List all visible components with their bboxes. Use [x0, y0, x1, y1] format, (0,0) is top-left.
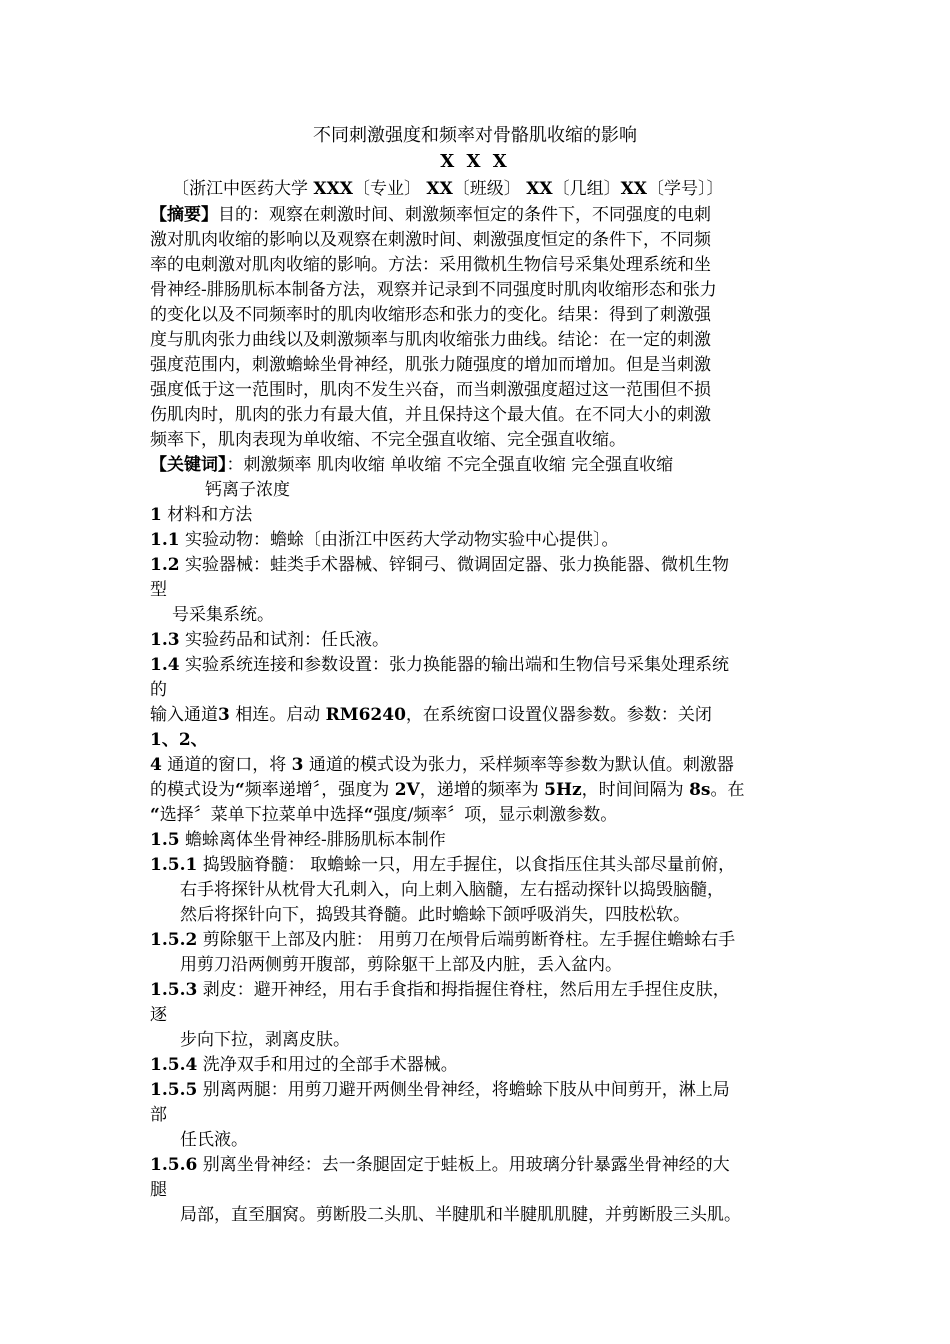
section-1-2-cont: 型 — [150, 580, 167, 600]
abstract-line: 率的电刺激对肌肉收缩的影响。方法：采用微机生物信号采集处理系统和坐 — [150, 255, 711, 275]
abstract-line: 度与肌肉张力曲线以及刺激频率与肌肉收缩张力曲线。结论：在一定的刺激 — [150, 330, 711, 350]
section-1-4-cont: 1、2、 — [150, 730, 208, 750]
author-name: X X X — [440, 151, 510, 172]
section-1-5-6-cont: 腿 — [150, 1180, 167, 1200]
section-1-5: 1.5 蟾蜍离体坐骨神经-腓肠肌标本制作 — [150, 830, 446, 850]
keywords-label: 【关键词】 — [150, 455, 227, 475]
section-1-5-6-cont: 局部，直至腘窝。剪断股二头肌、半腱肌和半腱肌肌腱，并剪断股三头肌。 — [180, 1205, 741, 1225]
section-1-4-cont: 4 通道的窗口，将 3 通道的模式设为张力，采样频率等参数为默认值。刺激器 — [150, 755, 734, 775]
section-1-5-1-cont: 然后将探针向下，捣毁其脊髓。此时蟾蜍下颌呼吸消失，四肢松软。 — [180, 905, 690, 925]
page-title: 不同刺激强度和频率对骨骼肌收缩的影响 — [313, 125, 637, 146]
section-1-5-3-cont: 步向下拉，剥离皮肤。 — [180, 1030, 350, 1050]
section-1-5-1: 1.5.1 捣毁脑脊髓： 取蟾蜍一只，用左手握住，以食指压住其头部尽量前俯， — [150, 855, 736, 875]
section-1-4: 1.4 实验系统连接和参数设置：张力换能器的输出端和生物信号采集处理系统 — [150, 655, 729, 675]
section-1-2-cont: 号采集系统。 — [172, 605, 274, 625]
section-1-4-cont: 的 — [150, 680, 167, 700]
section-1-4-cont: 的模式设为“频率递增〞，强度为 2V，递增的频率为 5Hz，时间间隔为 8s。在 — [150, 780, 745, 800]
keywords-line: 【关键词】：刺激频率 肌肉收缩 单收缩 不完全强直收缩 完全强直收缩 — [150, 455, 674, 475]
section-1-5-2-cont: 用剪刀沿两侧剪开腹部，剪除躯干上部及内脏，丢入盆内。 — [180, 955, 622, 975]
section-1-5-6: 1.5.6 别离坐骨神经：去一条腿固定于蛙板上。用玻璃分针暴露坐骨神经的大 — [150, 1155, 730, 1175]
keywords-line: 钙离子浓度 — [205, 480, 290, 500]
abstract-label: 【摘要】 — [150, 205, 218, 225]
section-1-5-3: 1.5.3 剥皮：避开神经，用右手食指和拇指握住脊柱，然后用左手捏住皮肤， — [150, 980, 730, 1000]
section-heading: 1 材料和方法 — [150, 505, 253, 525]
section-1-5-3-cont: 逐 — [150, 1005, 167, 1025]
abstract-line: 强度范围内，刺激蟾蜍坐骨神经，肌张力随强度的增加而增加。但是当刺激 — [150, 355, 711, 375]
section-1-5-1-cont: 右手将探针从枕骨大孔刺入，向上刺入脑髓，左右摇动探针以捣毁脑髓， — [180, 880, 724, 900]
section-1-3: 1.3 实验药品和试剂：任氏液。 — [150, 630, 389, 650]
abstract-line: 骨神经-腓肠肌标本制备方法，观察并记录到不同强度时肌肉收缩形态和张力 — [150, 280, 717, 300]
abstract-line: 激对肌肉收缩的影响以及观察在刺激时间、刺激强度恒定的条件下，不同频 — [150, 230, 711, 250]
abstract-line: 伤肌肉时，肌肉的张力有最大值，并且保持这个最大值。在不同大小的刺激 — [150, 405, 711, 425]
section-1-2: 1.2 实验器械：蛙类手术器械、锌铜弓、微调固定器、张力换能器、微机生物 — [150, 555, 729, 575]
section-1-4-cont: “选择〞菜单下拉菜单中选择“强度/频率〞项，显示刺激参数。 — [150, 805, 618, 825]
section-1-5-5: 1.5.5 别离两腿：用剪刀避开两侧坐骨神经，将蟾蜍下肢从中间剪开，淋上局 — [150, 1080, 730, 1100]
abstract-line: 的变化以及不同频率时的肌肉收缩形态和张力的变化。结果：得到了刺激强 — [150, 305, 711, 325]
section-1-5-2: 1.5.2 剪除躯干上部及内脏： 用剪刀在颅骨后端剪断脊柱。左手握住蟾蜍右手 — [150, 930, 736, 950]
abstract-line: 强度低于这一范围时，肌肉不发生兴奋，而当刺激强度超过这一范围但不损 — [150, 380, 711, 400]
affiliation-line: 〔浙江中医药大学 XXX〔专业〕 XX〔班级〕 XX〔几组〕XX〔学号〕〕 — [172, 179, 724, 199]
section-1-1: 1.1 实验动物：蟾蜍〔由浙江中医药大学动物实验中心提供〕。 — [150, 530, 619, 550]
abstract-line: 频率下，肌肉表现为单收缩、不完全强直收缩、完全强直收缩。 — [150, 430, 626, 450]
section-1-4-cont: 输入通道3 相连。启动 RM6240，在系统窗口设置仪器参数。参数：关闭 — [150, 705, 712, 725]
abstract-line: 【摘要】目的：观察在刺激时间、刺激频率恒定的条件下，不同强度的电刺 — [150, 205, 711, 225]
section-1-5-5-cont: 部 — [150, 1105, 167, 1125]
section-1-5-4: 1.5.4 洗净双手和用过的全部手术器械。 — [150, 1055, 458, 1075]
section-1-5-5-cont: 任氏液。 — [180, 1130, 248, 1150]
